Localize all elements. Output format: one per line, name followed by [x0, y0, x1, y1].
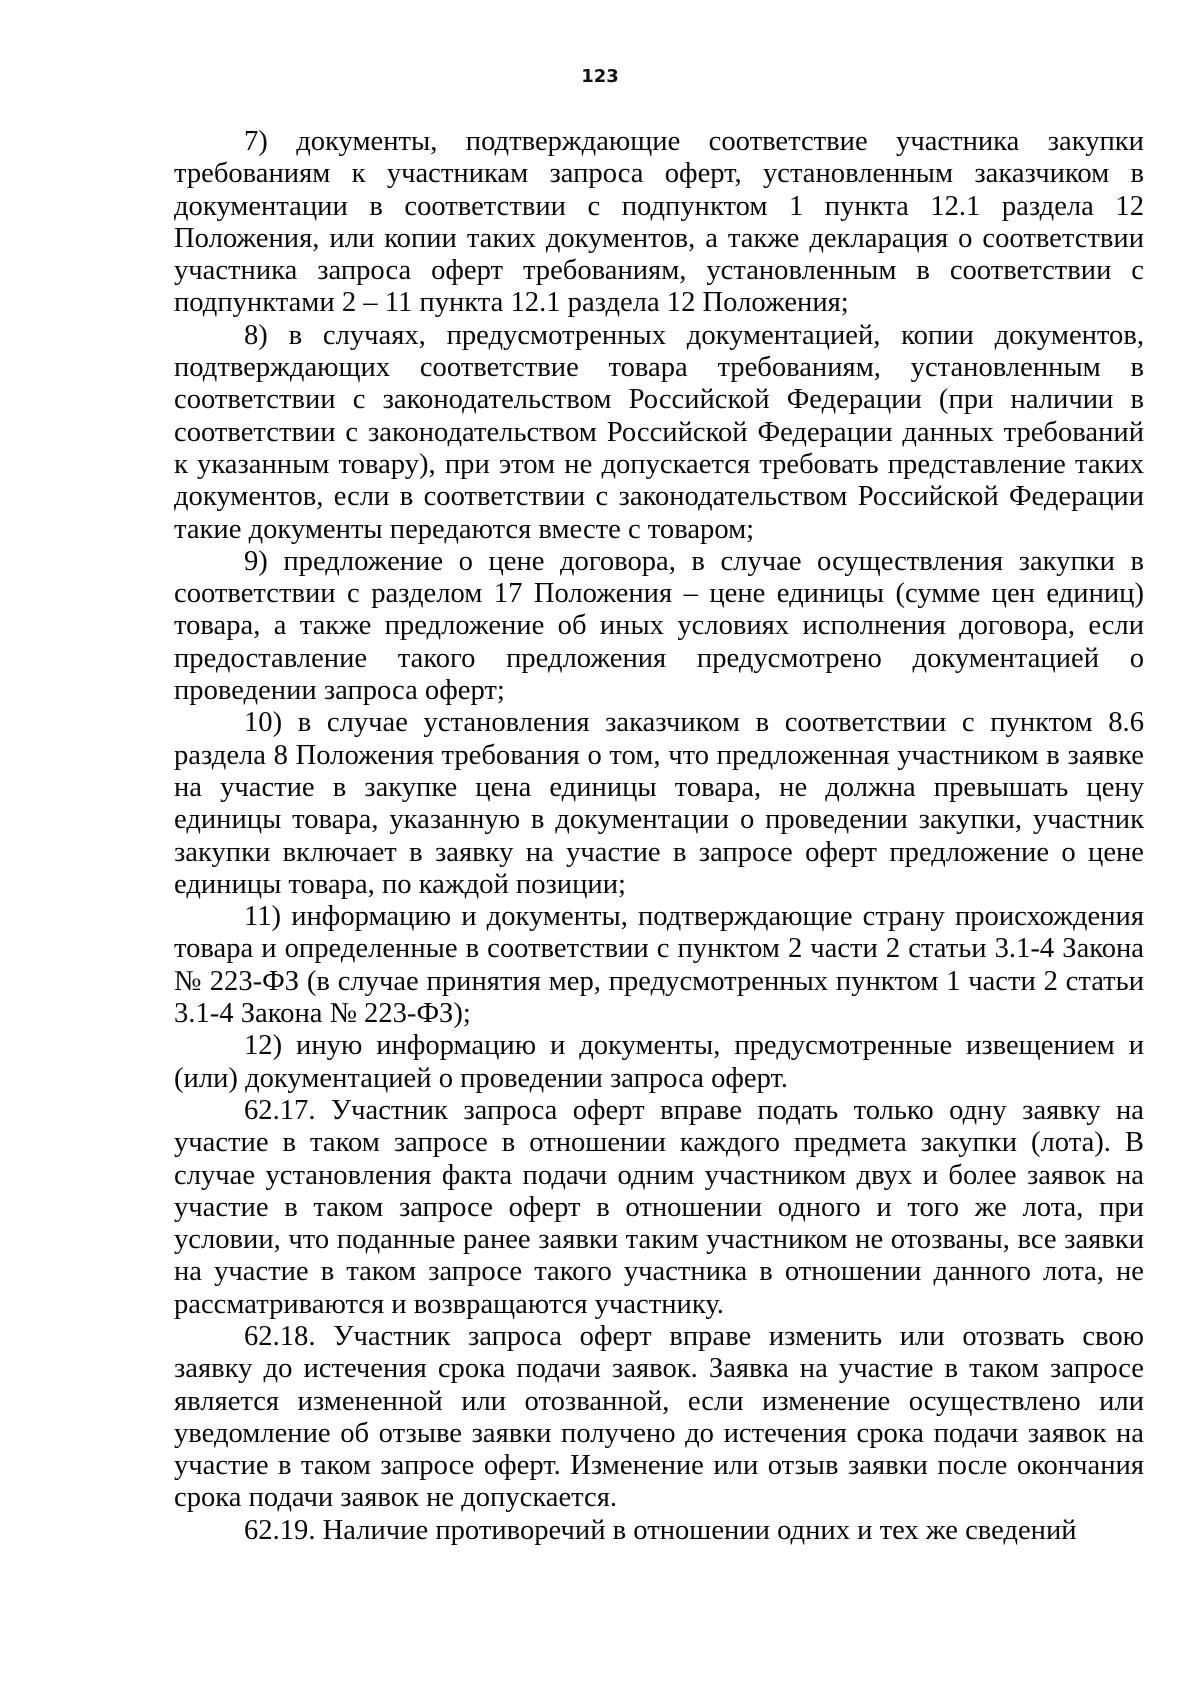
document-body [174, 126, 1144, 1547]
paragraph-item-10: 10) в случае установления заказчиком в соответствии с пунктом 8.6 раздела 8 Положения требования о том, что предложенная участником в заявке на участие в закупке цена единицы товара, не должна превышать цену единицы товара, указанную в документации о проведении закупки, участник закупки включает в заявку на участие в запросе оферт предложение о цене единицы товара, по каждой позиции; [174, 707, 1144, 900]
page-number: 123 [581, 66, 619, 87]
paragraph-item-11: 11) информацию и документы, подтверждающие страну происхождения товара и определенные в соответствии с пунктом 2 части 2 статьи 3.1-4 Закона № 223-ФЗ (в случае принятия мер, предусмотренных пунктом 1 части 2 статьи 3.1-4 Закона № 223-ФЗ); [174, 901, 1144, 1030]
paragraph-item-12: 12) иную информацию и документы, предусмотренные извещением и (или) документацией о проведении запроса оферт. [174, 1030, 1144, 1094]
paragraph-62-19: 62.19. Наличие противоречий в отношении одних и тех же сведений [244, 1514, 1077, 1546]
paragraph-62-17: 62.17. Участник запроса оферт вправе подать только одну заявку на участие в таком запросе в отношении каждого предмета закупки (лота). В случае установления факта подачи одним участником двух и более заявок на участие в таком запросе оферт в отношении одного и того же лота, при условии, что поданные ранее заявки таким участником не отозваны, все заявки на участие в таком запросе такого участника в отношении данного лота, не рассматриваются и возвращаются участнику. [174, 1094, 1144, 1320]
paragraph-62-18: 62.18. Участник запроса оферт вправе изменить или отозвать свою заявку до истечения срока подачи заявок. Заявка на участие в таком запросе является измененной или отозванной, если изменение осуществлено или уведомление об отзыве заявки получено до истечения срока подачи заявок на участие в таком запросе оферт. Изменение или отзыв заявки после окончания срока подачи заявок не допускается. [174, 1320, 1144, 1514]
paragraph-item-7: 7) документы, подтверждающие соответствие участника закупки требованиям к участникам запроса оферт, установленным заказчиком в документации в соответствии с подпунктом 1 пункта 12.1 раздела 12 Положения, или копии таких документов, а также декларация о соответствии участника запроса оферт требованиям, установленным в соответствии с подпунктами 2 – 11 пункта 12.1 раздела 12 Положения; [174, 126, 1144, 319]
paragraph-item-9: 9) предложение о цене договора, в случае осуществления закупки в соответствии с разделом 17 Положения – цене единицы (сумме цен единиц) товара, а также предложение об иных условиях исполнения договора, если предоставление такого предложения предусмотрено документацией о проведении запроса оферт; [174, 545, 1144, 707]
paragraph-item-8: 8) в случаях, предусмотренных документацией, копии документов, подтверждающих соответствие товара требованиям, установленным в соответствии с законодательством Российской Федерации (при наличии в соответствии с законодательством Российской Федерации данных требований к указанным товару), при этом не допускается требовать представление таких документов, если в соответствии с законодательством Российской Федерации такие документы передаются вместе с товаром; [174, 319, 1144, 545]
